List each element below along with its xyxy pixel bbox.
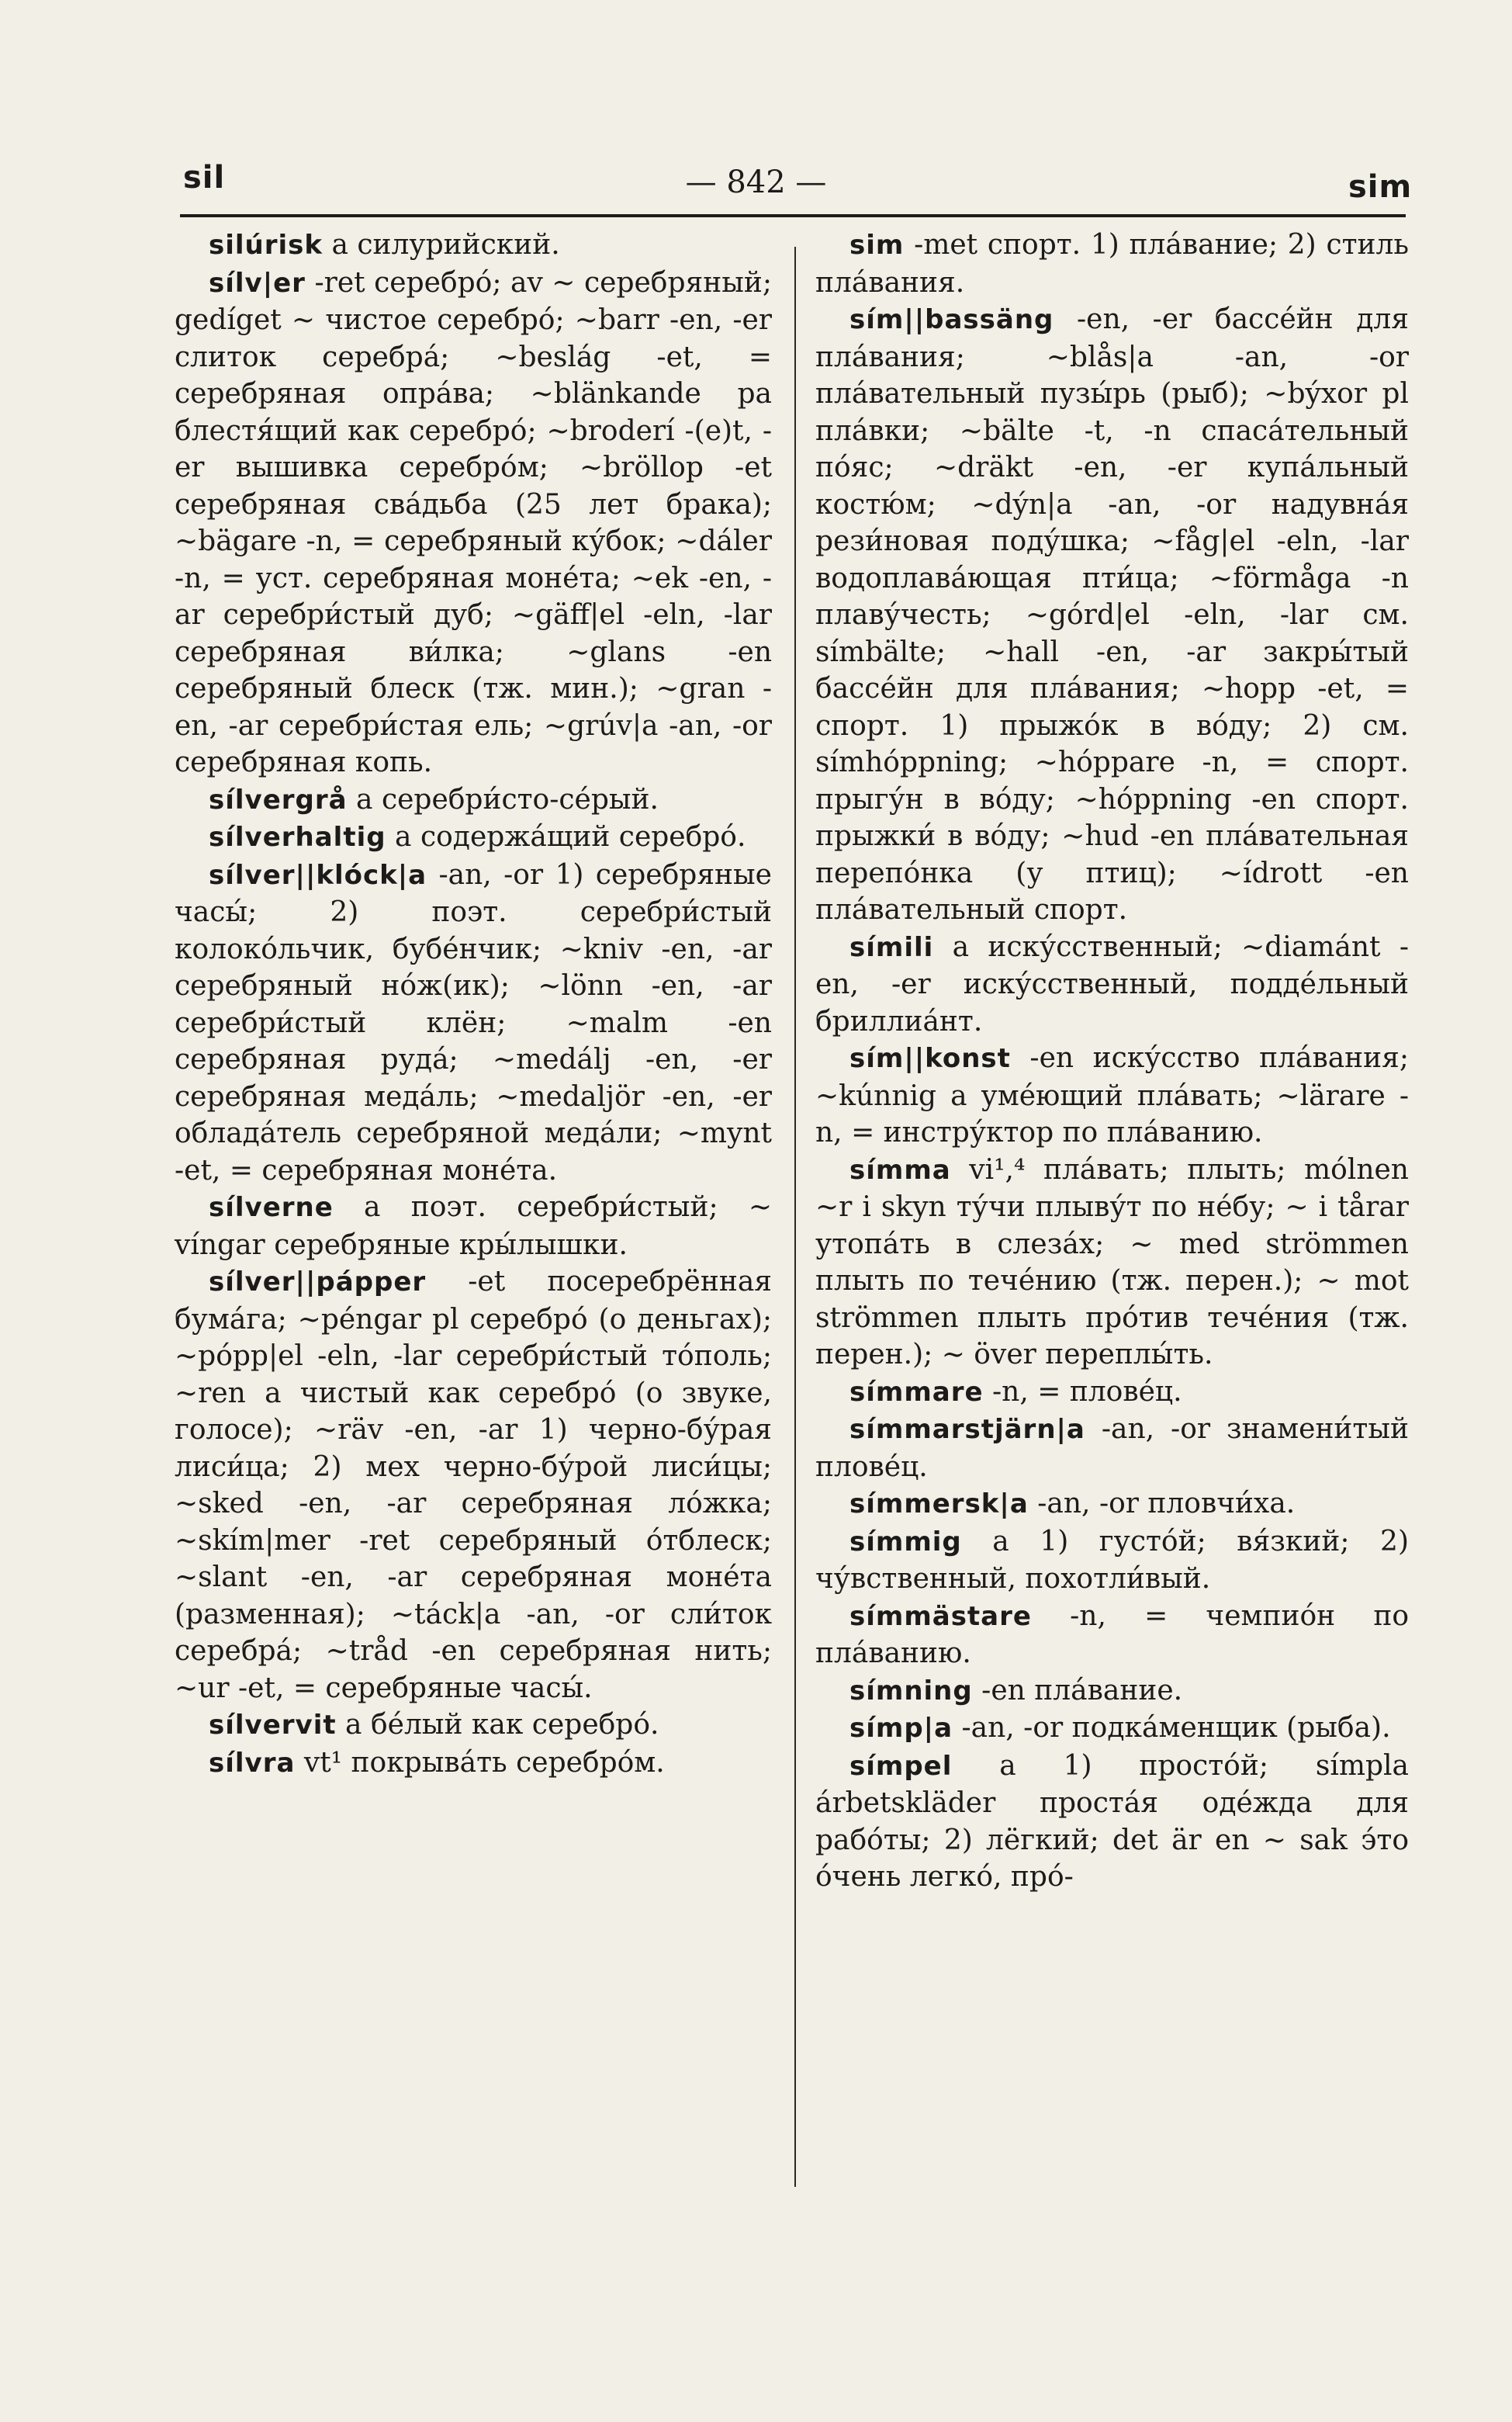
entry-headword: sílvra bbox=[209, 1747, 296, 1779]
entry-definition: -an, -or пловчи́ха. bbox=[1028, 1488, 1296, 1519]
entry-definition: -en иску́сство пла́вания; ~kúnnig a уме́ющий пла́вать; ~lärare -n, = инстру́ктор по пла́ванию. bbox=[815, 1042, 1409, 1149]
dictionary-entry bbox=[815, 301, 1409, 929]
entry-headword: sim bbox=[849, 230, 905, 261]
entry-definition: -n, = плове́ц. bbox=[983, 1375, 1182, 1408]
entry-definition: a 1) густо́й; вя́зкий; 2) чу́вственный, похотли́вый. bbox=[815, 1525, 1409, 1595]
dictionary-entry bbox=[815, 1374, 1409, 1412]
entry-definition: a бе́лый как серебро́. bbox=[336, 1709, 659, 1741]
entry-headword: símili bbox=[849, 931, 934, 963]
left-guide-word: sil bbox=[183, 160, 226, 196]
dictionary-entry bbox=[815, 1152, 1409, 1374]
entry-definition: -n, = чемпио́н по пла́ванию. bbox=[815, 1599, 1409, 1669]
entry-headword: sílvergrå bbox=[209, 784, 348, 816]
entry-headword: símpel bbox=[849, 1750, 953, 1782]
dictionary-entry bbox=[175, 781, 772, 819]
entry-headword: silúrisk bbox=[209, 230, 324, 261]
dictionary-entry bbox=[175, 1706, 772, 1745]
dictionary-entry bbox=[815, 1040, 1409, 1152]
entry-headword: sílv|er bbox=[209, 267, 306, 299]
dictionary-entry bbox=[815, 1672, 1409, 1710]
entry-definition: vt¹ покрыва́ть серебро́м. bbox=[295, 1746, 665, 1779]
dictionary-entry bbox=[175, 1189, 772, 1263]
entry-definition: vi¹,⁴ пла́вать; плыть; mólnen ~r i skyn ту́чи плыву́т по не́бу; ~ i tårar утопа́ть в слеза́х; ~ med strömmen плыть по тече́нию (тж. перен.); ~ mot strömmen плыть про́тив тече́ния (тж. перен.); ~ över переплы́ть. bbox=[815, 1153, 1409, 1370]
dictionary-entry bbox=[815, 1411, 1409, 1485]
dictionary-entry bbox=[175, 227, 772, 265]
dictionary-entry bbox=[815, 1748, 1409, 1896]
entry-headword: símmästare bbox=[849, 1600, 1032, 1632]
dictionary-entry bbox=[815, 1710, 1409, 1748]
dictionary-entry bbox=[175, 857, 772, 1190]
dictionary-entry bbox=[815, 1598, 1409, 1672]
right-column bbox=[815, 227, 1409, 1896]
dictionary-entry bbox=[175, 1745, 772, 1783]
entry-headword: símmig bbox=[849, 1526, 962, 1557]
entry-headword: símmarstjärn|a bbox=[849, 1414, 1085, 1445]
entry-headword: sím||konst bbox=[849, 1043, 1011, 1074]
entry-definition: -en, -er бассе́йн для пла́вания; ~blås|a -an, -or пла́вательный пузы́рь (рыб); ~býxor pl пла́вки; ~bälte -t, -n спаса́тельный по́яс; ~dräkt -en, -er купа́льный костю́м; ~dýn|a -an, -or надувна́я рези́новая поду́шка; ~fåg|el -eln, -lar водоплава́ющая пти́ца; ~förmåga -n плаву́честь; ~górd|el -eln, -lar см. símbälte; ~hall -en, -ar закры́тый бассе́йн для пла́вания; ~hopp -et, = спорт. 1) прыжо́к в во́ду; 2) см. símhóppning; ~hóppare -n, = спорт. прыгу́н в во́ду; ~hóppning -en спорт. прыжки́ в во́ду; ~hud -en пла́вательная перепо́нка (у птиц); ~ídrott -en пла́вательный спорт. bbox=[815, 303, 1409, 926]
entry-definition: -ret серебро́; av ~ серебряный; gedíget ~ чистое серебро́; ~barr -en, -er слиток серебра́; ~beslág -et, = серебряная опра́ва; ~blänkande pa блестя́щий как серебро́; ~broderí -(e)t, -er вышивка серебро́м; ~bröllop -et серебряная сва́дьба (25 лет брака); ~bägare -n, = серебряный ку́бок; ~dáler -n, = уст. серебряная моне́та; ~ek -en, -ar серебри́стый дуб; ~gäff|el -eln, -lar серебряная ви́лка; ~glans -en серебряный блеск (тж. мин.); ~gran -en, -ar серебри́стая ель; ~grúv|a -an, -or серебряная копь. bbox=[175, 266, 772, 778]
entry-definition: a иску́сственный; ~diamánt -en, -er иску́сственный, подде́льный бриллиа́нт. bbox=[815, 930, 1409, 1038]
dictionary-entry bbox=[815, 1523, 1409, 1598]
entry-headword: símmare bbox=[849, 1376, 984, 1408]
entry-headword: sílverne bbox=[209, 1192, 334, 1223]
dictionary-entry bbox=[815, 929, 1409, 1041]
entry-definition: -en пла́вание. bbox=[972, 1674, 1183, 1706]
entry-definition: -et посеребрённая бума́га; ~péngar pl серебро́ (о деньгах); ~pópp|el -eln, -lar серебри́стый то́поль; ~ren a чистый как серебро́ (о звуке, голосе); ~räv -en, -ar 1) черно-бу́рая лиси́ца; 2) мех черно-бу́рой лиси́цы; ~sked -en, -ar серебряная ло́жка; ~skím|mer -ret серебряный о́тблеск; ~slant -en, -ar серебряная моне́та (разменная); ~táck|a -an, -or сли́ток серебра́; ~tråd -en серебряная нить; ~ur -et, = серебряные часы́. bbox=[175, 1266, 772, 1704]
entry-headword: sílverhaltig bbox=[209, 822, 386, 853]
entry-definition: -an, -or подка́менщик (рыба). bbox=[953, 1712, 1391, 1744]
entry-definition: a серебри́сто-се́рый. bbox=[347, 783, 659, 816]
header-rule bbox=[180, 214, 1406, 217]
entry-headword: sílvervit bbox=[209, 1710, 337, 1741]
right-guide-word: sim bbox=[1348, 169, 1413, 205]
dictionary-entry bbox=[815, 1485, 1409, 1523]
dictionary-entry bbox=[175, 819, 772, 857]
entry-headword: símmersk|a bbox=[849, 1488, 1029, 1519]
entry-definition: a силурийский. bbox=[323, 229, 560, 261]
dictionary-entry bbox=[175, 1263, 772, 1706]
entry-definition: a поэт. серебри́стый; ~ víngar серебряные кры́лышки. bbox=[175, 1191, 772, 1261]
column-divider bbox=[794, 247, 796, 2187]
entry-definition: -met спорт. 1) пла́вание; 2) стиль пла́вания. bbox=[815, 229, 1409, 299]
entry-definition: -an, -or 1) серебряные часы́; 2) поэт. серебри́стый колоко́льчик, бубе́нчик; ~kniv -en, -ar серебряный но́ж(ик); ~lönn -en, -ar серебри́стый клён; ~malm -en серебряная руда́; ~medálj -en, -er серебряная меда́ль; ~medaljör -en, -er облада́тель серебряной меда́ли; ~mynt -et, = серебряная моне́та. bbox=[175, 858, 772, 1187]
dictionary-entry bbox=[815, 227, 1409, 301]
page-number: — 842 — bbox=[685, 165, 827, 200]
entry-definition: a содержа́щий серебро́. bbox=[386, 821, 746, 853]
entry-definition: a 1) просто́й; símpla árbetskläder проста́я оде́жда для рабо́ты; 2) лёгкий; det är en ~ sak э́то о́чень легко́, про́- bbox=[815, 1749, 1409, 1893]
entry-headword: sílver||klóck|a bbox=[209, 859, 427, 891]
dictionary-entry bbox=[175, 265, 772, 781]
entry-headword: sím||bassäng bbox=[849, 304, 1054, 335]
left-column bbox=[175, 227, 772, 1782]
entry-definition: -an, -or знамени́тый плове́ц. bbox=[815, 1413, 1409, 1483]
entry-headword: símma bbox=[849, 1154, 951, 1186]
entry-headword: sílver||pápper bbox=[209, 1266, 427, 1298]
entry-headword: símp|a bbox=[849, 1713, 953, 1744]
entry-headword: símning bbox=[849, 1675, 973, 1706]
